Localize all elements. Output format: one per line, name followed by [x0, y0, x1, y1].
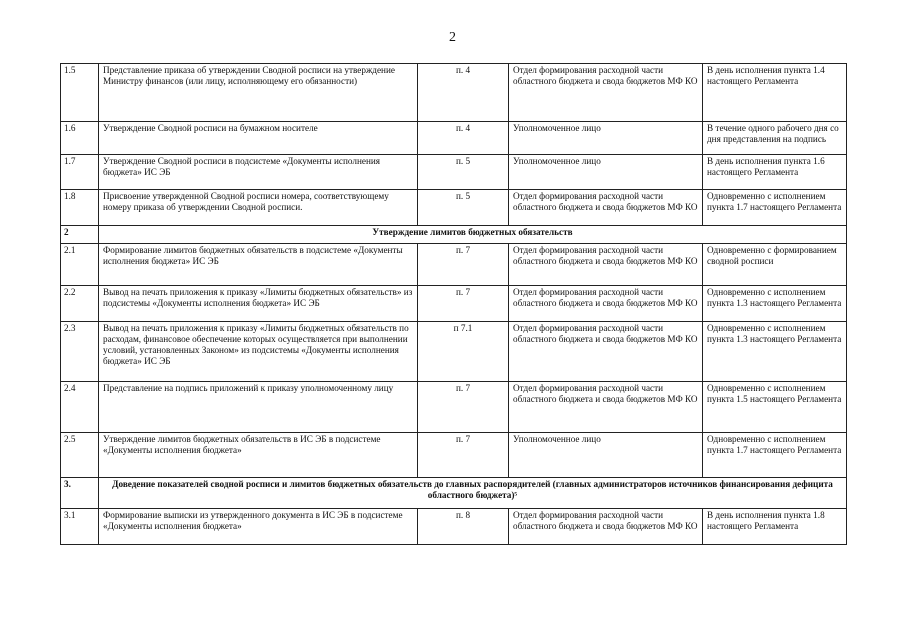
page-number: 2 — [449, 30, 456, 45]
action-cell: Утверждение лимитов бюджетных обязательств в ИС ЭБ в подсистеме «Документы исполнения бюджета» — [99, 433, 418, 478]
section-title-cell: Утверждение лимитов бюджетных обязательств — [99, 226, 847, 244]
term-cell: Одновременно с исполнением пункта 1.3 настоящего Регламента — [703, 286, 847, 322]
section-number-cell: 2 — [61, 226, 99, 244]
action-cell: Формирование лимитов бюджетных обязательств в подсистеме «Документы исполнения бюджета» ИС ЭБ — [99, 244, 418, 286]
responsible-cell: Отдел формирования расходной части областного бюджета и свода бюджетов МФ КО — [509, 244, 703, 286]
term-cell: В течение одного рабочего дня со дня представления на подпись — [703, 122, 847, 155]
section-title-cell: Доведение показателей сводной росписи и лимитов бюджетных обязательств до главных распорядителей (главных администраторов источников финансирования дефицита областного бюджета)⁵ — [99, 478, 847, 509]
reference-cell: п. 4 — [418, 122, 509, 155]
section-row — [61, 226, 847, 244]
item-number-cell: 2.5 — [61, 433, 99, 478]
responsible-cell: Отдел формирования расходной части областного бюджета и свода бюджетов МФ КО — [509, 64, 703, 122]
responsible-cell: Отдел формирования расходной части областного бюджета и свода бюджетов МФ КО — [509, 509, 703, 545]
action-cell: Утверждение Сводной росписи на бумажном носителе — [99, 122, 418, 155]
action-cell: Вывод на печать приложения к приказу «Лимиты бюджетных обязательств по расходам, финансовое обеспечение которых осуществляется при выполнении условий, установленных Законом» из подсистемы «Документы исполнения бюджета» ИС ЭБ — [99, 322, 418, 382]
item-number-cell: 2.3 — [61, 322, 99, 382]
reference-cell: п. 5 — [418, 155, 509, 190]
item-number-cell: 2.1 — [61, 244, 99, 286]
term-cell: Одновременно с исполнением пункта 1.7 настоящего Регламента — [703, 190, 847, 226]
responsible-cell: Отдел формирования расходной части областного бюджета и свода бюджетов МФ КО — [509, 382, 703, 433]
responsible-cell: Уполномоченное лицо — [509, 433, 703, 478]
table-row — [61, 122, 847, 155]
reference-cell: п 7.1 — [418, 322, 509, 382]
table-row — [61, 509, 847, 545]
responsible-cell: Уполномоченное лицо — [509, 155, 703, 190]
reference-cell: п. 5 — [418, 190, 509, 226]
table-row — [61, 64, 847, 122]
item-number-cell: 1.5 — [61, 64, 99, 122]
item-number-cell: 1.8 — [61, 190, 99, 226]
item-number-cell: 2.4 — [61, 382, 99, 433]
item-number-cell: 3.1 — [61, 509, 99, 545]
action-cell: Представление на подпись приложений к приказу уполномоченному лицу — [99, 382, 418, 433]
reference-cell: п. 8 — [418, 509, 509, 545]
item-number-cell: 1.6 — [61, 122, 99, 155]
item-number-cell: 1.7 — [61, 155, 99, 190]
section-number-cell: 3. — [61, 478, 99, 509]
table-row — [61, 155, 847, 190]
term-cell: В день исполнения пункта 1.6 настоящего Регламента — [703, 155, 847, 190]
section-row — [61, 478, 847, 509]
action-cell: Вывод на печать приложения к приказу «Лимиты бюджетных обязательств» из подсистемы «Документы исполнения бюджета» ИС ЭБ — [99, 286, 418, 322]
reference-cell: п. 7 — [418, 433, 509, 478]
term-cell: Одновременно с исполнением пункта 1.7 настоящего Регламента — [703, 433, 847, 478]
reference-cell: п. 4 — [418, 64, 509, 122]
term-cell: Одновременно с исполнением пункта 1.3 настоящего Регламента — [703, 322, 847, 382]
action-cell: Формирование выписки из утвержденного документа в ИС ЭБ в подсистеме «Документы исполнения бюджета» — [99, 509, 418, 545]
action-cell: Утверждение Сводной росписи в подсистеме «Документы исполнения бюджета» ИС ЭБ — [99, 155, 418, 190]
reference-cell: п. 7 — [418, 286, 509, 322]
table-row — [61, 190, 847, 226]
action-cell: Присвоение утвержденной Сводной росписи номера, соответствующему номеру приказа об утверждении Сводной росписи. — [99, 190, 418, 226]
reference-cell: п. 7 — [418, 382, 509, 433]
table-row — [61, 286, 847, 322]
responsible-cell: Отдел формирования расходной части областного бюджета и свода бюджетов МФ КО — [509, 190, 703, 226]
reference-cell: п. 7 — [418, 244, 509, 286]
responsible-cell: Отдел формирования расходной части областного бюджета и свода бюджетов МФ КО — [509, 286, 703, 322]
table-row — [61, 433, 847, 478]
term-cell: Одновременно с исполнением пункта 1.5 настоящего Регламента — [703, 382, 847, 433]
responsible-cell: Отдел формирования расходной части областного бюджета и свода бюджетов МФ КО — [509, 322, 703, 382]
table-row — [61, 382, 847, 433]
term-cell: В день исполнения пункта 1.8 настоящего Регламента — [703, 509, 847, 545]
regulation-table — [60, 63, 847, 545]
table-row — [61, 322, 847, 382]
responsible-cell: Уполномоченное лицо — [509, 122, 703, 155]
term-cell: В день исполнения пункта 1.4 настоящего Регламента — [703, 64, 847, 122]
table-row — [61, 244, 847, 286]
term-cell: Одновременно с формированием сводной росписи — [703, 244, 847, 286]
action-cell: Представление приказа об утверждении Сводной росписи на утверждение Министру финансов (или лицу, исполняющему его обязанности) — [99, 64, 418, 122]
item-number-cell: 2.2 — [61, 286, 99, 322]
